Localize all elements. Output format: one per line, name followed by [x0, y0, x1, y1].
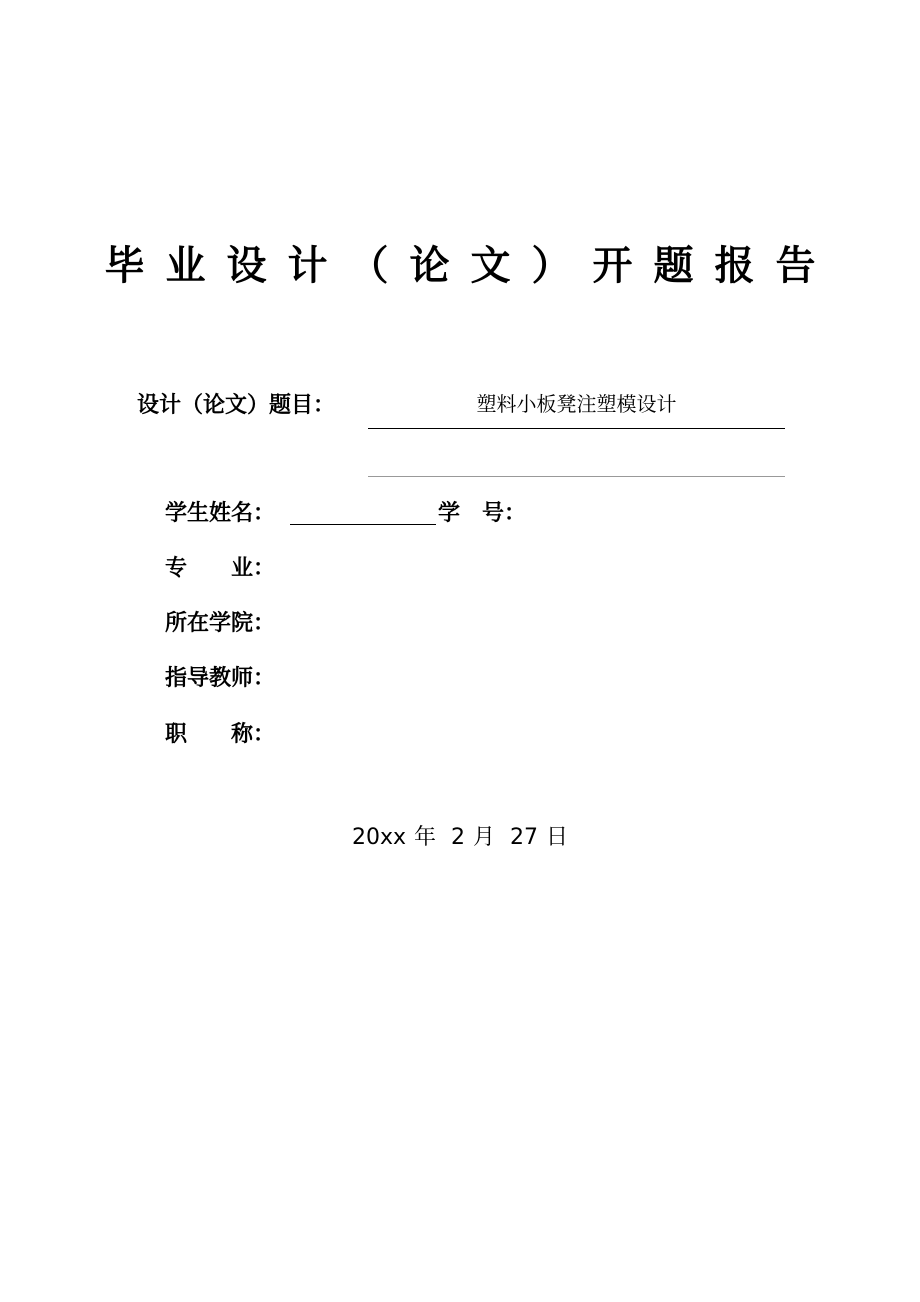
topic-underline-second: [368, 476, 785, 477]
student-name-underline: [290, 524, 436, 525]
professional-title-label: 职 称：: [165, 722, 276, 747]
date-year: 20xx: [351, 825, 406, 850]
advisor-label: 指导教师：: [165, 666, 276, 691]
major-label: 专 业：: [165, 556, 276, 581]
student-id-label: 学 号：: [438, 501, 527, 526]
date-day-unit: 日: [546, 825, 569, 850]
date-day: 27: [510, 825, 539, 850]
college-label: 所在学院：: [165, 611, 276, 636]
student-name-label: 学生姓名：: [165, 501, 276, 526]
topic-underline: [368, 428, 785, 429]
date-month-unit: 月: [473, 825, 496, 850]
date: [0, 822, 920, 854]
date-year-unit: 年: [414, 825, 437, 850]
page-title: 毕业设计（论文）开题报告: [104, 243, 837, 289]
date-month: 2: [451, 825, 466, 850]
topic-value: 塑料小板凳注塑模设计: [476, 392, 677, 416]
topic-label: 设计（论文）题目：: [137, 393, 336, 418]
